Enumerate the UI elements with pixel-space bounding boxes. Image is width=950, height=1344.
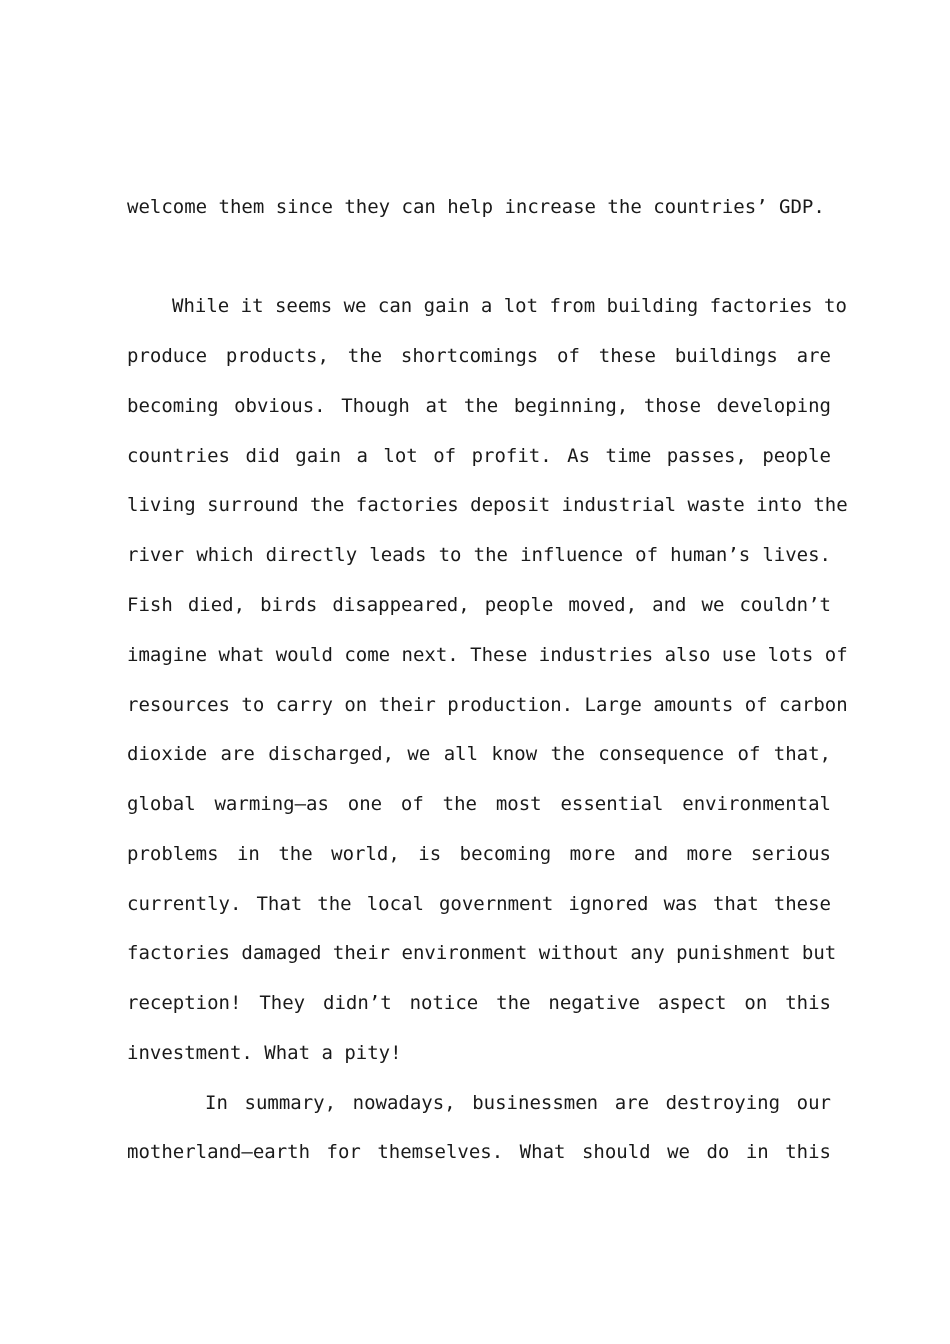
paragraph-2-line-11: global warming—as one of the most essential environmental [127,793,831,815]
paragraph-2-line-1: While it seems we can gain a lot from building factories to [172,295,847,317]
paragraph-3-line-2: motherland—earth for themselves. What should we do in this [127,1141,831,1163]
paragraph-2-line-5: living surround the factories deposit industrial waste into the [127,494,848,516]
paragraph-2-line-7: Fish died, birds disappeared, people moved, and we couldn’t [127,594,831,616]
paragraph-2-line-6: river which directly leads to the influence of human’s lives. [127,544,831,566]
paragraph-2-line-2: produce products, the shortcomings of these buildings are [127,345,831,367]
paragraph-2-line-15: reception! They didn’t notice the negative aspect on this [127,992,831,1014]
paragraph-2-line-4: countries did gain a lot of profit. As time passes, people [127,445,831,467]
paragraph-1-line-1: welcome them since they can help increase the countries’ GDP. [127,196,825,218]
paragraph-2-line-8: imagine what would come next. These industries also use lots of [127,644,848,666]
paragraph-2-line-12: problems in the world, is becoming more and more serious [127,843,831,865]
paragraph-2-line-9: resources to carry on their production. Large amounts of carbon [127,694,848,716]
paragraph-2-line-13: currently. That the local government ignored was that these [127,893,831,915]
paragraph-3-line-1: In summary, nowadays, businessmen are destroying our [205,1092,831,1114]
paragraph-2-line-14: factories damaged their environment without any punishment but [127,942,837,964]
paragraph-2-line-3: becoming obvious. Though at the beginning, those developing [127,395,831,417]
paragraph-2-line-10: dioxide are discharged, we all know the consequence of that, [127,743,831,765]
paragraph-2-line-16: investment. What a pity! [127,1042,402,1064]
